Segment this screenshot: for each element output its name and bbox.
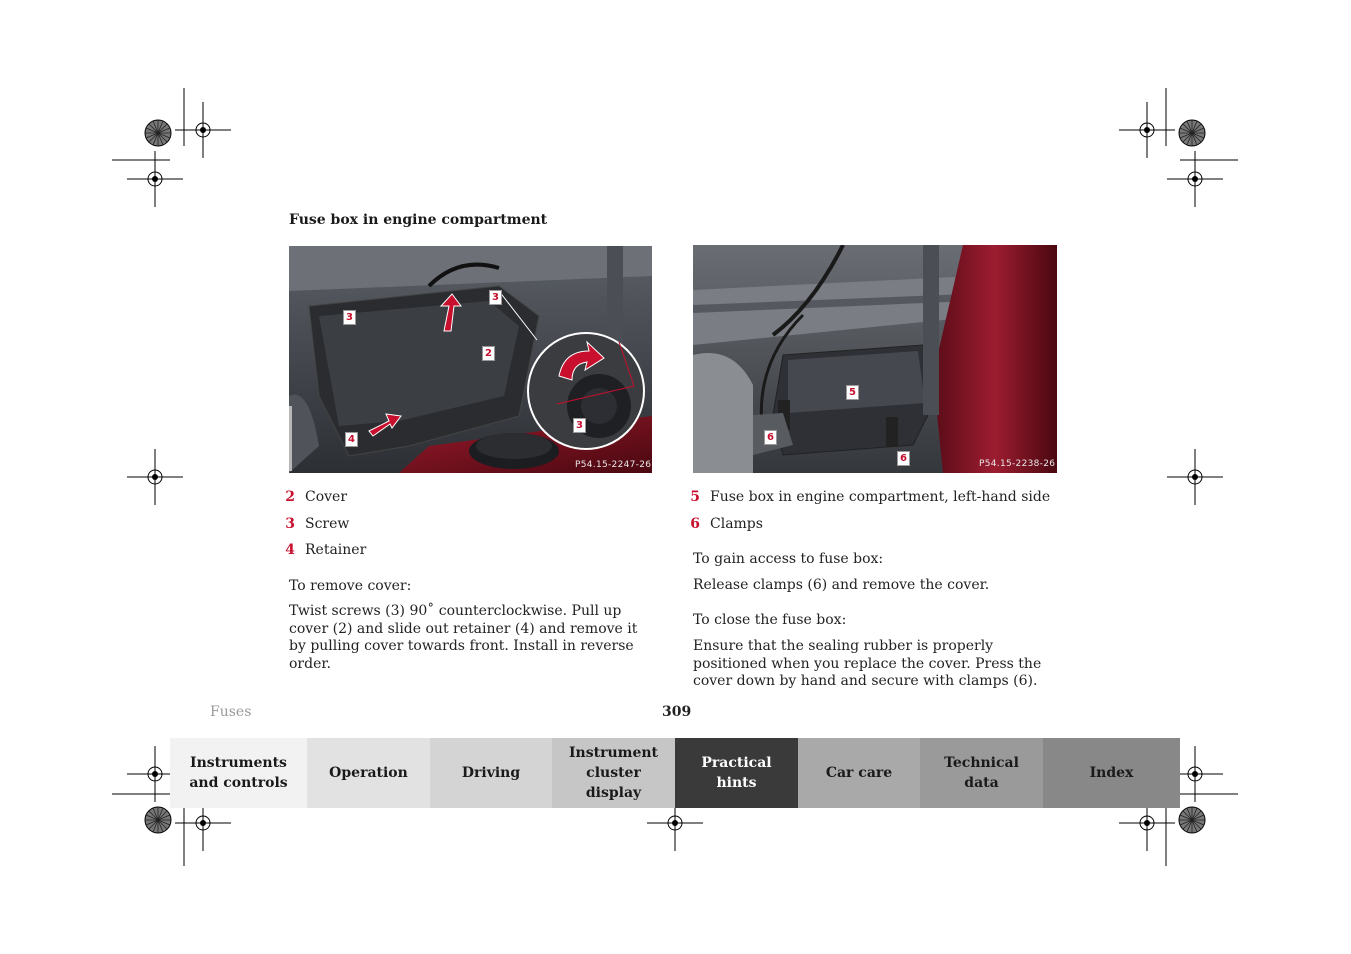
legend-number: 5 bbox=[690, 489, 700, 505]
legend-item bbox=[686, 511, 1050, 538]
tab-car-care[interactable] bbox=[798, 738, 920, 808]
chapter-nav bbox=[170, 738, 1180, 808]
tab-technical-data[interactable] bbox=[920, 738, 1043, 808]
tab-label: Operation bbox=[329, 765, 408, 781]
legend-label: Retainer bbox=[305, 542, 367, 558]
tab-label: Car care bbox=[825, 765, 893, 781]
page-heading: Fuse box in engine compartment bbox=[289, 212, 548, 228]
legend-item bbox=[686, 484, 1050, 511]
legend-left bbox=[281, 484, 366, 564]
tab-label: Practical hints bbox=[701, 755, 772, 791]
callout-4: 4 bbox=[345, 432, 358, 447]
tab-operation[interactable] bbox=[307, 738, 430, 808]
tab-instruments-and-controls[interactable] bbox=[170, 738, 307, 808]
tab-driving[interactable] bbox=[430, 738, 552, 808]
callout-6-left: 6 bbox=[764, 430, 777, 445]
tab-label: Instruments and controls bbox=[189, 755, 288, 791]
legend-item bbox=[281, 537, 366, 564]
legend-item bbox=[281, 484, 366, 511]
figure-cover-removal bbox=[289, 246, 652, 473]
callout-3-top: 3 bbox=[489, 290, 502, 305]
callout-3-detail: 3 bbox=[573, 418, 586, 433]
figure-code: P54.15-2247-26 bbox=[575, 460, 652, 470]
legend-label: Fuse box in engine compartment, left-hand side bbox=[710, 489, 1051, 505]
legend-number: 2 bbox=[285, 489, 295, 505]
legend-number: 3 bbox=[285, 515, 295, 532]
fuse-box-illustration bbox=[693, 245, 1057, 473]
tab-index[interactable] bbox=[1043, 738, 1180, 808]
legend-number: 6 bbox=[690, 515, 700, 532]
tab-practical-hints[interactable] bbox=[675, 738, 798, 808]
callout-2: 2 bbox=[482, 346, 495, 361]
callout-6-right: 6 bbox=[897, 451, 910, 466]
tab-label: Technical data bbox=[944, 755, 1019, 791]
close-instructions: Ensure that the sealing rubber is properly positioned when you replace the cover. Press the cover down by hand and secure with clamps (6). bbox=[693, 638, 1042, 690]
legend-number: 4 bbox=[285, 542, 295, 558]
close-intro: To close the fuse box: bbox=[693, 612, 847, 628]
figure-fuse-box bbox=[693, 245, 1057, 473]
access-intro: To gain access to fuse box: bbox=[693, 551, 884, 567]
legend-item bbox=[281, 511, 366, 538]
callout-3-left: 3 bbox=[343, 310, 356, 325]
tab-instrument-cluster-display[interactable] bbox=[552, 738, 675, 808]
legend-label: Clamps bbox=[710, 515, 763, 532]
engine-cover-illustration bbox=[289, 246, 652, 473]
figure-code: P54.15-2238-26 bbox=[979, 459, 1056, 469]
tab-label: Instrument cluster display bbox=[569, 745, 658, 801]
section-label: Fuses bbox=[210, 704, 252, 720]
callout-5: 5 bbox=[846, 385, 859, 400]
tab-label: Driving bbox=[461, 765, 521, 781]
remove-cover-intro: To remove cover: bbox=[289, 578, 412, 594]
remove-cover-instructions: Twist screws (3) 90˚ counterclockwise. Pull up cover (2) and slide out retainer (4) and remove it by pulling cover towards front. Install in reverse order. bbox=[289, 603, 638, 672]
page-number: 309 bbox=[662, 704, 692, 720]
access-instructions: Release clamps (6) and remove the cover. bbox=[693, 577, 990, 593]
legend-right bbox=[686, 484, 1050, 537]
tab-label: Index bbox=[1089, 765, 1134, 781]
legend-label: Screw bbox=[305, 515, 350, 532]
legend-label: Cover bbox=[305, 489, 348, 505]
